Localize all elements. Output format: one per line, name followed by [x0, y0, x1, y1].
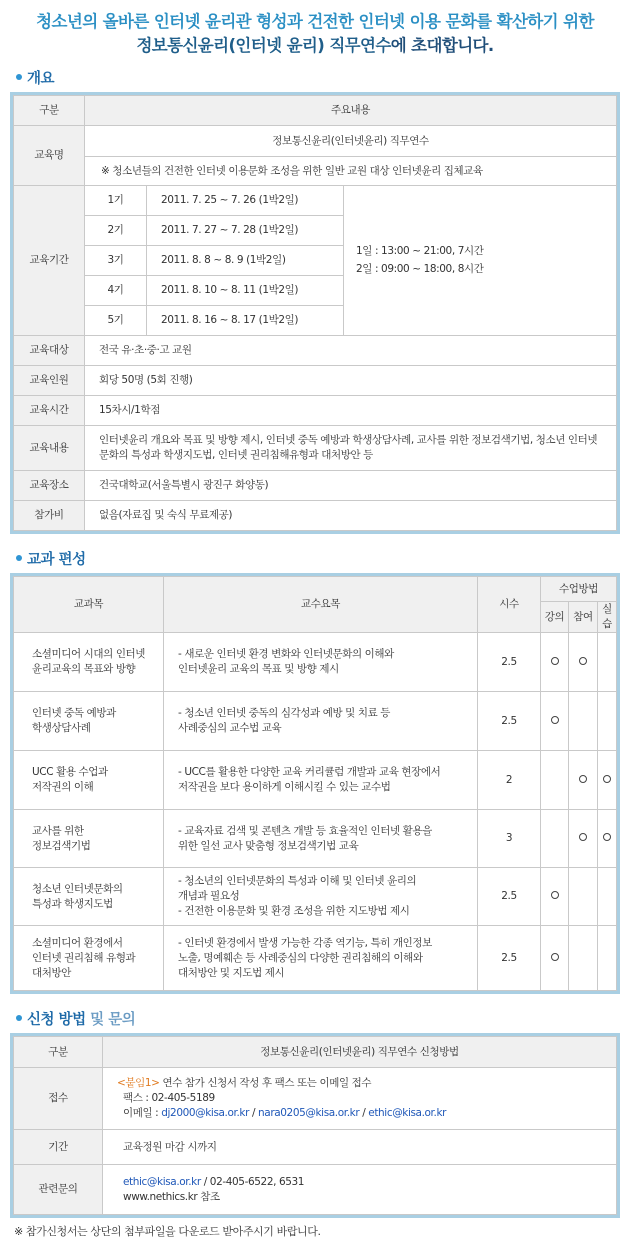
hours-cell: 2.5	[478, 926, 541, 991]
overview-section-title	[16, 67, 54, 88]
apply-title-a: 신청 방법	[27, 1012, 86, 1028]
subject-cell: 소셜미디어 환경에서 인터넷 권리침해 유형과 대처방안	[14, 926, 164, 991]
apply-section-title	[16, 1008, 135, 1029]
circle-mark-icon	[551, 657, 559, 665]
contact-line1	[123, 1175, 616, 1190]
row-label: 교육대상	[14, 336, 85, 366]
row-value: 건국대학교(서울특별시 광진구 화양동)	[85, 471, 617, 501]
lecture-cell	[541, 633, 569, 692]
curriculum-table-box	[10, 573, 620, 994]
period-term: 3기	[85, 246, 147, 276]
overview-row-headcount	[14, 366, 617, 396]
course-name-label: 교육명	[14, 126, 85, 186]
circle-mark-icon	[579, 775, 587, 783]
headline-line1: 청소년의 올바른 인터넷 윤리관 형성과 건전한 인터넷 이용 문화를 확산하기 위한	[36, 12, 594, 31]
apply-period-label: 기간	[14, 1130, 103, 1165]
lecture-cell	[541, 926, 569, 991]
period-date: 2011. 8. 16 ~ 8. 17 (1박2일)	[147, 306, 344, 336]
period-date: 2011. 8. 8 ~ 8. 9 (1박2일)	[147, 246, 344, 276]
overview-table	[13, 95, 617, 531]
contact-phone: / 02-405-6522, 6531	[200, 1175, 305, 1188]
summary-cell: - 새로운 인터넷 환경 변화와 인터넷문화의 이해와 인터넷윤리 교육의 목표 및 방향 제시	[164, 633, 478, 692]
period-term: 4기	[85, 276, 147, 306]
row-value: 인터넷윤리 개요와 목표 및 방향 제시, 인터넷 중독 예방과 학생상담사례, 교사를 위한 정보검색기법, 청소년 인터넷 문화의 특성과 학생지도법, 인터넷 권리침해유형과 대처방안 등	[85, 426, 617, 471]
apply-header-row	[14, 1037, 617, 1068]
headline-invite: 에 초대합니다.	[390, 36, 494, 55]
contact-email-link[interactable]: ethic@kisa.or.kr	[123, 1175, 201, 1188]
participation-cell	[569, 868, 598, 926]
period-time-day2: 2일 : 09:00 ~ 18:00, 8시간	[356, 263, 484, 275]
lecture-cell	[541, 751, 569, 810]
receipt-instruction: 연수 참가 신청서 작성 후 팩스 또는 이메일 접수	[159, 1077, 372, 1089]
lecture-cell	[541, 810, 569, 868]
curriculum-table	[13, 576, 617, 991]
curriculum-section-title	[16, 548, 86, 569]
header-summary: 교수요목	[164, 577, 478, 633]
overview-title-text: 개요	[27, 71, 55, 87]
period-time-day1: 1일 : 13:00 ~ 21:00, 7시간	[356, 245, 484, 257]
contact-value	[103, 1165, 617, 1215]
circle-mark-icon	[603, 775, 611, 783]
apply-title-c: 문의	[108, 1012, 136, 1028]
email-link-2[interactable]: nara0205@kisa.or.kr	[258, 1107, 360, 1119]
row-label: 교육인원	[14, 366, 85, 396]
period-row	[14, 186, 617, 216]
overview-row-content	[14, 426, 617, 471]
subject-cell: 청소년 인터넷문화의 특성과 학생지도법	[14, 868, 164, 926]
curriculum-row	[14, 810, 617, 868]
row-label: 참가비	[14, 501, 85, 531]
participation-cell	[569, 633, 598, 692]
hours-cell: 2.5	[478, 868, 541, 926]
contact-label: 관련문의	[14, 1165, 103, 1215]
hours-cell: 2.5	[478, 692, 541, 751]
apply-period-row	[14, 1130, 617, 1165]
circle-mark-icon	[551, 891, 559, 899]
participation-cell	[569, 692, 598, 751]
curriculum-row	[14, 751, 617, 810]
lecture-cell	[541, 692, 569, 751]
summary-cell: - 인터넷 환경에서 발생 가능한 각종 역기능, 특히 개인정보 노출, 명예훼손 등 사례중심의 다양한 권리침해의 이해와 대처방안 및 지도법 제시	[164, 926, 478, 991]
overview-table-box	[10, 92, 620, 534]
apply-header-col1: 구분	[14, 1037, 103, 1068]
circle-mark-icon	[579, 657, 587, 665]
header-method: 수업방법	[541, 577, 617, 602]
practice-cell	[598, 868, 617, 926]
period-date: 2011. 7. 25 ~ 7. 26 (1박2일)	[147, 186, 344, 216]
apply-period-value: 교육정원 마감 시까지	[103, 1130, 617, 1165]
curriculum-header-row	[14, 577, 617, 602]
overview-row-hours	[14, 396, 617, 426]
curriculum-row	[14, 633, 617, 692]
bullet-dot-icon	[16, 1015, 22, 1021]
circle-mark-icon	[551, 953, 559, 961]
overview-header-col2: 주요내용	[85, 96, 617, 126]
overview-header-row	[14, 96, 617, 126]
participation-cell	[569, 926, 598, 991]
lecture-cell	[541, 868, 569, 926]
email-link-1[interactable]: dj2000@kisa.or.kr	[161, 1107, 250, 1119]
circle-mark-icon	[579, 833, 587, 841]
practice-cell	[598, 692, 617, 751]
headline	[0, 10, 630, 58]
subject-cell: 소셜미디어 시대의 인터넷 윤리교육의 목표와 방향	[14, 633, 164, 692]
row-value: 15차시/1학점	[85, 396, 617, 426]
receipt-value	[103, 1068, 617, 1130]
receipt-label: 접수	[14, 1068, 103, 1130]
apply-table-box	[10, 1033, 620, 1218]
receipt-fax: 팩스 : 02-405-5189	[123, 1092, 215, 1104]
bullet-dot-icon	[16, 74, 22, 80]
practice-cell	[598, 751, 617, 810]
course-name-value: 정보통신윤리(인터넷윤리) 직무연수	[85, 126, 617, 157]
curriculum-row	[14, 868, 617, 926]
summary-cell: - UCC를 활용한 다양한 교육 커리큘럼 개발과 교육 현장에서 저작권을 보다 용이하게 이해시킬 수 있는 교수법	[164, 751, 478, 810]
period-term: 1기	[85, 186, 147, 216]
contact-row	[14, 1165, 617, 1215]
course-name-row	[14, 126, 617, 157]
practice-cell	[598, 926, 617, 991]
apply-header-col2: 정보통신윤리(인터넷윤리) 직무연수 신청방법	[103, 1037, 617, 1068]
overview-row-target	[14, 336, 617, 366]
email-label: 이메일 :	[123, 1107, 162, 1119]
overview-header-col1: 구분	[14, 96, 85, 126]
row-value: 회당 50명 (5회 진행)	[85, 366, 617, 396]
footer-note: ※ 참가신청서는 상단의 첨부파일을 다운로드 받아주시기 바랍니다.	[14, 1225, 321, 1238]
apply-table	[13, 1036, 617, 1215]
row-label: 교육장소	[14, 471, 85, 501]
summary-cell: - 청소년 인터넷 중독의 심각성과 예방 및 치료 등 사례중심의 교수법 교육	[164, 692, 478, 751]
row-value: 없음(자료집 및 숙식 무료제공)	[85, 501, 617, 531]
summary-cell: - 청소년의 인터넷문화의 특성과 이해 및 인터넷 윤리의 개념과 필요성 - 건전한 이용문화 및 환경 조성을 위한 지도방법 제시	[164, 868, 478, 926]
receipt-line1	[117, 1076, 616, 1091]
curriculum-title-text: 교과 편성	[27, 552, 86, 568]
period-times	[344, 186, 617, 336]
header-participation: 참여	[569, 602, 598, 633]
period-label: 교육기간	[14, 186, 85, 336]
row-value: 전국 유·초·중·고 교원	[85, 336, 617, 366]
email-separator: /	[249, 1107, 259, 1119]
subject-cell: 인터넷 중독 예방과 학생상담사례	[14, 692, 164, 751]
header-lecture: 강의	[541, 602, 569, 633]
bullet-dot-icon	[16, 555, 22, 561]
circle-mark-icon	[603, 833, 611, 841]
hours-cell: 2.5	[478, 633, 541, 692]
practice-cell	[598, 633, 617, 692]
participation-cell	[569, 751, 598, 810]
overview-row-place	[14, 471, 617, 501]
curriculum-row	[14, 692, 617, 751]
contact-web: www.nethics.kr 참조	[123, 1190, 220, 1203]
subject-cell: 교사를 위한 정보검색기법	[14, 810, 164, 868]
period-date: 2011. 8. 10 ~ 8. 11 (1박2일)	[147, 276, 344, 306]
participation-cell	[569, 810, 598, 868]
period-term: 2기	[85, 216, 147, 246]
circle-mark-icon	[551, 716, 559, 724]
period-date: 2011. 7. 27 ~ 7. 28 (1박2일)	[147, 216, 344, 246]
header-subject: 교과목	[14, 577, 164, 633]
summary-cell: - 교육자료 검색 및 콘텐츠 개발 등 효율적인 인터넷 활용을 위한 일선 교사 맞춤형 정보검색기법 교육	[164, 810, 478, 868]
hours-cell: 3	[478, 810, 541, 868]
practice-cell	[598, 810, 617, 868]
subject-cell: UCC 활용 수업과 저작권의 이해	[14, 751, 164, 810]
curriculum-row	[14, 926, 617, 991]
overview-row-fee	[14, 501, 617, 531]
receipt-email-line	[117, 1106, 616, 1121]
header-hours: 시수	[478, 577, 541, 633]
row-label: 교육내용	[14, 426, 85, 471]
course-name-note: ※ 청소년들의 건전한 인터넷 이용문화 조성을 위한 일반 교원 대상 인터넷윤리 집체교육	[85, 157, 617, 186]
email-link-3[interactable]: ethic@kisa.or.kr	[368, 1107, 447, 1119]
header-practice: 실습	[598, 602, 617, 633]
receipt-row	[14, 1068, 617, 1130]
apply-title-b: 및	[90, 1012, 104, 1028]
period-term: 5기	[85, 306, 147, 336]
course-note-row	[14, 157, 617, 186]
row-label: 교육시간	[14, 396, 85, 426]
email-separator: /	[359, 1107, 369, 1119]
headline-line2	[0, 34, 630, 58]
attachment-label: <붙임1>	[117, 1077, 160, 1089]
curriculum-body	[14, 633, 617, 991]
headline-course-name: 정보통신윤리(인터넷 윤리) 직무연수	[136, 36, 391, 55]
hours-cell: 2	[478, 751, 541, 810]
